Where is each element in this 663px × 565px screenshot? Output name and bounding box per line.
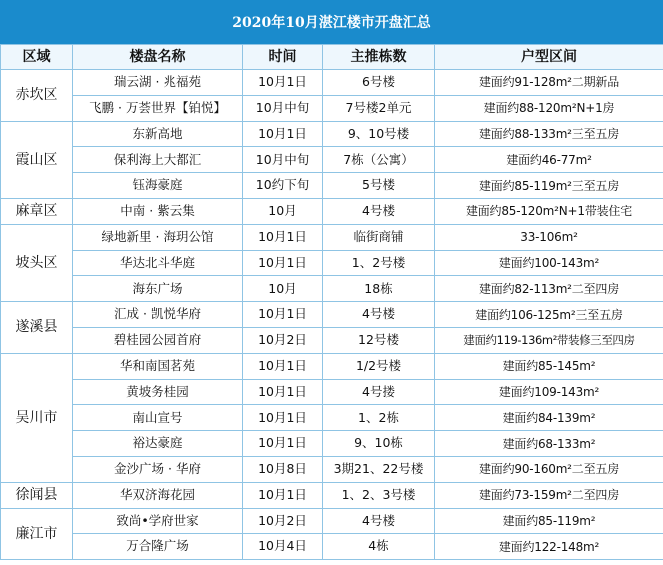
building-cell: 3期21、22号楼 — [323, 456, 435, 482]
time-cell: 10月1日 — [243, 224, 323, 250]
project-name-cell: 华双济海花园 — [73, 482, 243, 508]
region-cell: 赤坎区 — [1, 70, 73, 122]
unit-range-cell: 建面约119-136m²带装修三至四房 — [435, 327, 663, 353]
time-cell: 10月4日 — [243, 534, 323, 560]
header-row — [1, 45, 663, 70]
project-name-cell: 瑞云湖 · 兆福苑 — [73, 70, 243, 96]
building-cell: 4号搂 — [323, 379, 435, 405]
table-row — [1, 379, 663, 405]
time-cell: 10月1日 — [243, 353, 323, 379]
unit-range-cell: 建面约88-120m²N+1房 — [435, 95, 663, 121]
time-cell: 10约下旬 — [243, 173, 323, 199]
header-unit-range: 户型区间 — [435, 45, 663, 70]
unit-range-cell: 建面约85-145m² — [435, 353, 663, 379]
building-cell: 1、2、3号楼 — [323, 482, 435, 508]
unit-range-cell: 建面约84-139m² — [435, 405, 663, 431]
region-cell: 徐闻县 — [1, 482, 73, 508]
building-cell: 5号楼 — [323, 173, 435, 199]
unit-range-cell: 建面约88-133m²三至五房 — [435, 121, 663, 147]
table-row — [1, 276, 663, 302]
project-name-cell: 致尚•学府世家 — [73, 508, 243, 534]
project-name-cell: 飞鹏 · 万荟世界【铂悦】 — [73, 95, 243, 121]
unit-range-cell: 建面约106-125m²三至五房 — [435, 302, 663, 328]
time-cell: 10月中旬 — [243, 147, 323, 173]
table-row — [1, 327, 663, 353]
table-row — [1, 508, 663, 534]
project-name-cell: 海东广场 — [73, 276, 243, 302]
table-row — [1, 431, 663, 457]
unit-range-cell: 建面约109-143m² — [435, 379, 663, 405]
building-cell: 18栋 — [323, 276, 435, 302]
table-row — [1, 198, 663, 224]
header-time: 时间 — [243, 45, 323, 70]
unit-range-cell: 建面约85-119m²三至五房 — [435, 173, 663, 199]
region-cell: 霞山区 — [1, 121, 73, 198]
project-name-cell: 华和南国茗苑 — [73, 353, 243, 379]
time-cell: 10月中旬 — [243, 95, 323, 121]
project-name-cell: 裕达豪庭 — [73, 431, 243, 457]
table-row — [1, 121, 663, 147]
unit-range-cell: 33-106m² — [435, 224, 663, 250]
unit-range-cell: 建面约100-143m² — [435, 250, 663, 276]
time-cell: 10月8日 — [243, 456, 323, 482]
building-cell: 4栋 — [323, 534, 435, 560]
time-cell: 10月1日 — [243, 302, 323, 328]
building-cell: 1、2栋 — [323, 405, 435, 431]
building-cell: 7号楼2单元 — [323, 95, 435, 121]
time-cell: 10月1日 — [243, 121, 323, 147]
unit-range-cell: 建面约46-77m² — [435, 147, 663, 173]
unit-range-cell: 建面约91-128m²二期新品 — [435, 70, 663, 96]
project-name-cell: 中南 · 紫云集 — [73, 198, 243, 224]
table-row — [1, 250, 663, 276]
building-cell: 9、10栋 — [323, 431, 435, 457]
time-cell: 10月2日 — [243, 508, 323, 534]
building-cell: 6号楼 — [323, 70, 435, 96]
region-cell: 坡头区 — [1, 224, 73, 301]
building-cell: 1、2号楼 — [323, 250, 435, 276]
table-row — [1, 405, 663, 431]
table-row — [1, 173, 663, 199]
table-row — [1, 224, 663, 250]
project-name-cell: 华达北斗华庭 — [73, 250, 243, 276]
project-name-cell: 绿地新里 · 海玥公馆 — [73, 224, 243, 250]
project-name-cell: 黄坡务桂园 — [73, 379, 243, 405]
time-cell: 10月 — [243, 198, 323, 224]
project-name-cell: 碧桂园公园首府 — [73, 327, 243, 353]
building-cell: 4号楼 — [323, 198, 435, 224]
time-cell: 10月1日 — [243, 405, 323, 431]
project-name-cell: 钰海豪庭 — [73, 173, 243, 199]
header-project: 楼盘名称 — [73, 45, 243, 70]
table-row — [1, 302, 663, 328]
region-cell: 麻章区 — [1, 198, 73, 224]
table-row — [1, 534, 663, 560]
building-cell: 12号楼 — [323, 327, 435, 353]
document-title: 2020年10月湛江楼市开盘汇总 — [0, 0, 663, 44]
building-cell: 9、10号楼 — [323, 121, 435, 147]
time-cell: 10月1日 — [243, 379, 323, 405]
building-cell: 1/2号楼 — [323, 353, 435, 379]
time-cell: 10月2日 — [243, 327, 323, 353]
unit-range-cell: 建面约73-159m²二至四房 — [435, 482, 663, 508]
time-cell: 10月1日 — [243, 250, 323, 276]
project-name-cell: 金沙广场 · 华府 — [73, 456, 243, 482]
table-row — [1, 95, 663, 121]
unit-range-cell: 建面约82-113m²二至四房 — [435, 276, 663, 302]
unit-range-cell: 建面约85-119m² — [435, 508, 663, 534]
time-cell: 10月 — [243, 276, 323, 302]
sales-table — [0, 44, 663, 560]
table-row — [1, 456, 663, 482]
unit-range-cell: 建面约90-160m²二至五房 — [435, 456, 663, 482]
time-cell: 10月1日 — [243, 482, 323, 508]
region-cell: 廉江市 — [1, 508, 73, 560]
building-cell: 4号楼 — [323, 508, 435, 534]
region-cell: 吴川市 — [1, 353, 73, 482]
header-region: 区域 — [1, 45, 73, 70]
table-row — [1, 353, 663, 379]
table-row — [1, 147, 663, 173]
unit-range-cell: 建面约85-120m²N+1带装住宅 — [435, 198, 663, 224]
header-building: 主推栋数 — [323, 45, 435, 70]
project-name-cell: 汇成 · 凯悦华府 — [73, 302, 243, 328]
project-name-cell: 南山宣号 — [73, 405, 243, 431]
building-cell: 临街商铺 — [323, 224, 435, 250]
unit-range-cell: 建面约122-148m² — [435, 534, 663, 560]
project-name-cell: 东新高地 — [73, 121, 243, 147]
time-cell: 10月1日 — [243, 431, 323, 457]
project-name-cell: 万合隆广场 — [73, 534, 243, 560]
time-cell: 10月1日 — [243, 70, 323, 96]
building-cell: 7栋（公寓） — [323, 147, 435, 173]
table-row — [1, 70, 663, 96]
region-cell: 遂溪县 — [1, 302, 73, 354]
table-row — [1, 482, 663, 508]
table-body — [1, 70, 663, 560]
unit-range-cell: 建面约68-133m² — [435, 431, 663, 457]
project-name-cell: 保利海上大都汇 — [73, 147, 243, 173]
building-cell: 4号楼 — [323, 302, 435, 328]
